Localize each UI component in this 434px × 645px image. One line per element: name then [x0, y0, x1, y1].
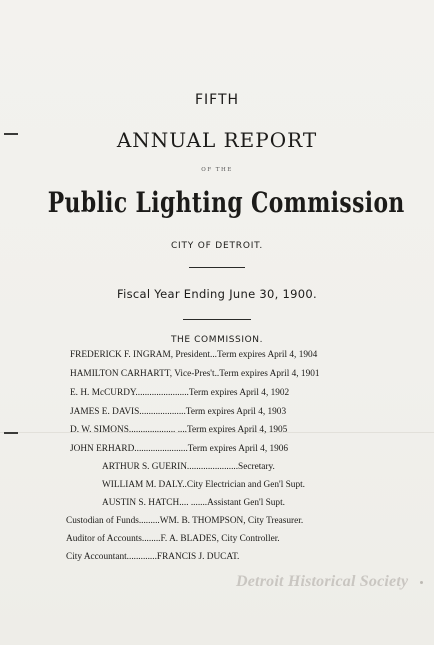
- fiscal-year-line: Fiscal Year Ending June 30, 1900.: [117, 287, 317, 301]
- commission-member-line: JOHN ERHARD.......................Term expires April 4, 1906: [70, 444, 289, 454]
- watermark-dot: [420, 581, 423, 584]
- official-line: City Accountant.............FRANCIS J. DUCAT.: [66, 552, 240, 562]
- officer-line: WILLIAM M. DALY..City Electrician and Gen'l Supt.: [102, 480, 306, 490]
- officer-line: ARTHUR S. GUERIN......................Secretary.: [102, 462, 275, 472]
- commission-member-line: JAMES E. DAVIS....................Term expires April 4, 1903: [70, 407, 287, 417]
- organization-title: Public Lighting Commission: [47, 186, 405, 219]
- of-the-label: OF THE: [201, 167, 233, 173]
- commission-member-line: HAMILTON CARHARTT, Vice-Pres't..Term expires April 4, 1901: [70, 369, 320, 379]
- commission-member-line: D. W. SIMONS.................... ....Term expires April 4, 1905: [70, 425, 288, 435]
- officer-line: AUSTIN S. HATCH.... .......Assistant Gen'l Supt.: [102, 498, 285, 508]
- commission-title: THE COMMISSION.: [170, 335, 264, 345]
- report-heading: ANNUAL REPORT: [116, 128, 318, 152]
- commission-member-line: FREDERICK F. INGRAM, President...Term expires April 4, 1904: [70, 350, 318, 360]
- divider-rule-1: [189, 267, 245, 268]
- city-label: CITY OF DETROIT.: [170, 241, 264, 251]
- commission-member-line: E. H. McCURDY.......................Term expires April 4, 1902: [70, 388, 290, 398]
- official-line: Auditor of Accounts........F. A. BLADES, City Controller.: [66, 534, 280, 544]
- margin-mark-bottom: [4, 432, 18, 434]
- official-line: Custodian of Funds.........WM. B. THOMPSON, City Treasurer.: [66, 516, 304, 526]
- divider-rule-2: [183, 319, 251, 320]
- watermark: Detroit Historical Society: [236, 573, 409, 590]
- edition-heading: FIFTH: [194, 92, 240, 108]
